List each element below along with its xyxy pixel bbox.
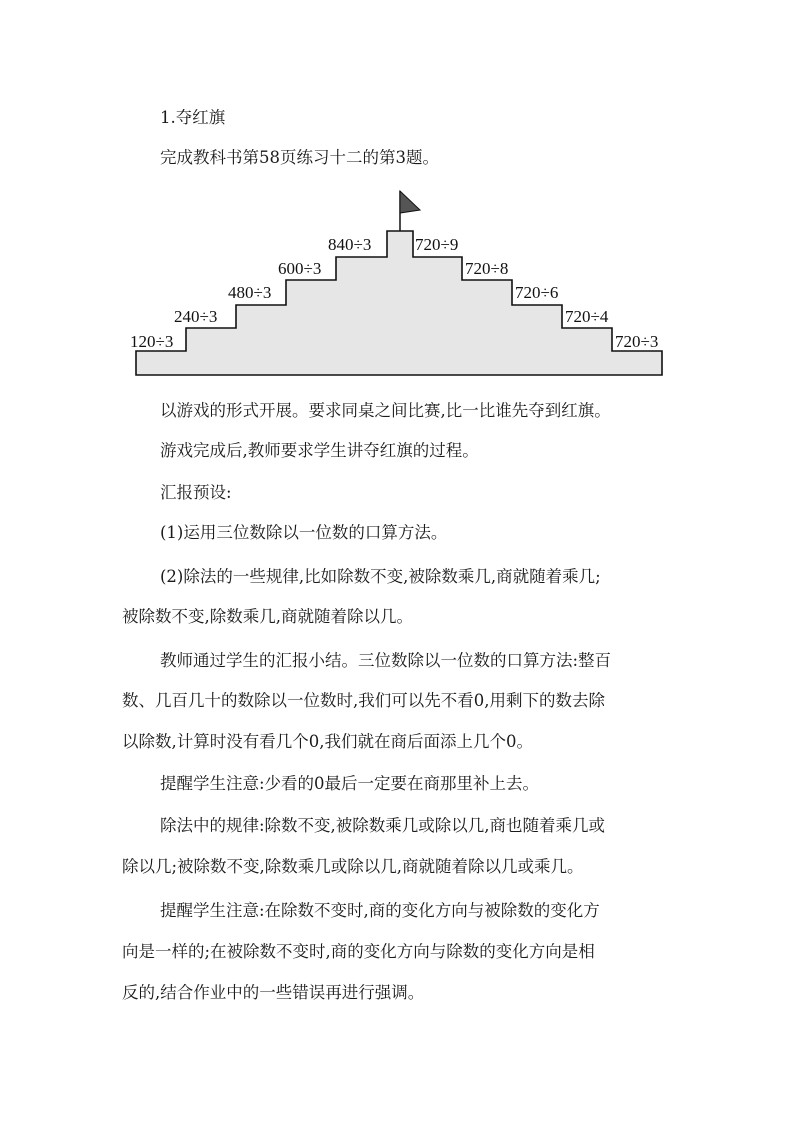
step-right-2: 720÷8 [465,259,509,278]
paragraph-rule-line-2: 除以几;被除数不变,除数乘几或除以几,商就随着除以几或乘几。 [122,857,584,876]
paragraph-reminder-2-line-2: 向是一样的;在被除数不变时,商的变化方向与除数的变化方向是相 [122,942,595,961]
paragraph-report-heading: 汇报预设: [160,483,232,502]
intro-paragraph: 完成教科书第58页练习十二的第3题。 [160,148,439,167]
step-left-3: 480÷3 [228,283,272,302]
paragraph-after-game: 游戏完成后,教师要求学生讲夺红旗的过程。 [160,441,479,460]
paragraph-report-item-2-line-1: (2)除法的一些规律,比如除数不变,被除数乘几,商就随着乘几; [160,567,601,586]
step-left-4: 600÷3 [278,259,322,278]
paragraph-reminder-2-line-1: 提醒学生注意:在除数不变时,商的变化方向与被除数的变化方 [160,901,600,920]
section-title: 1.夺红旗 [160,108,226,127]
step-left-1: 120÷3 [130,332,174,351]
staircase-figure [128,185,672,380]
step-left-2: 240÷3 [174,307,218,326]
paragraph-summary-line-3: 以除数,计算时没有看几个0,我们就在商后面添上几个0。 [122,732,533,751]
paragraph-reminder-2-line-3: 反的,结合作业中的一些错误再进行强调。 [122,983,425,1002]
step-right-5: 720÷3 [615,332,659,351]
paragraph-rule-line-1: 除法中的规律:除数不变,被除数乘几或除以几,商也随着乘几或 [160,816,606,835]
paragraph-summary-line-2: 数、几百几十的数除以一位数时,我们可以先不看0,用剩下的数去除 [122,691,605,710]
paragraph-report-item-2-line-2: 被除数不变,除数乘几,商就随着除以几。 [122,607,413,626]
paragraph-report-item-1: (1)运用三位数除以一位数的口算方法。 [160,523,448,542]
paragraph-summary-line-1: 教师通过学生的汇报小结。三位数除以一位数的口算方法:整百 [160,651,612,670]
step-left-5: 840÷3 [328,235,372,254]
step-right-3: 720÷6 [515,283,559,302]
staircase-shape [136,231,662,375]
step-right-4: 720÷4 [565,307,609,326]
flag-icon [400,191,420,213]
paragraph-reminder-1: 提醒学生注意:少看的0最后一定要在商那里补上去。 [160,774,540,793]
paragraph-game-format: 以游戏的形式开展。要求同桌之间比赛,比一比谁先夺到红旗。 [160,401,611,420]
step-right-1: 720÷9 [415,235,459,254]
